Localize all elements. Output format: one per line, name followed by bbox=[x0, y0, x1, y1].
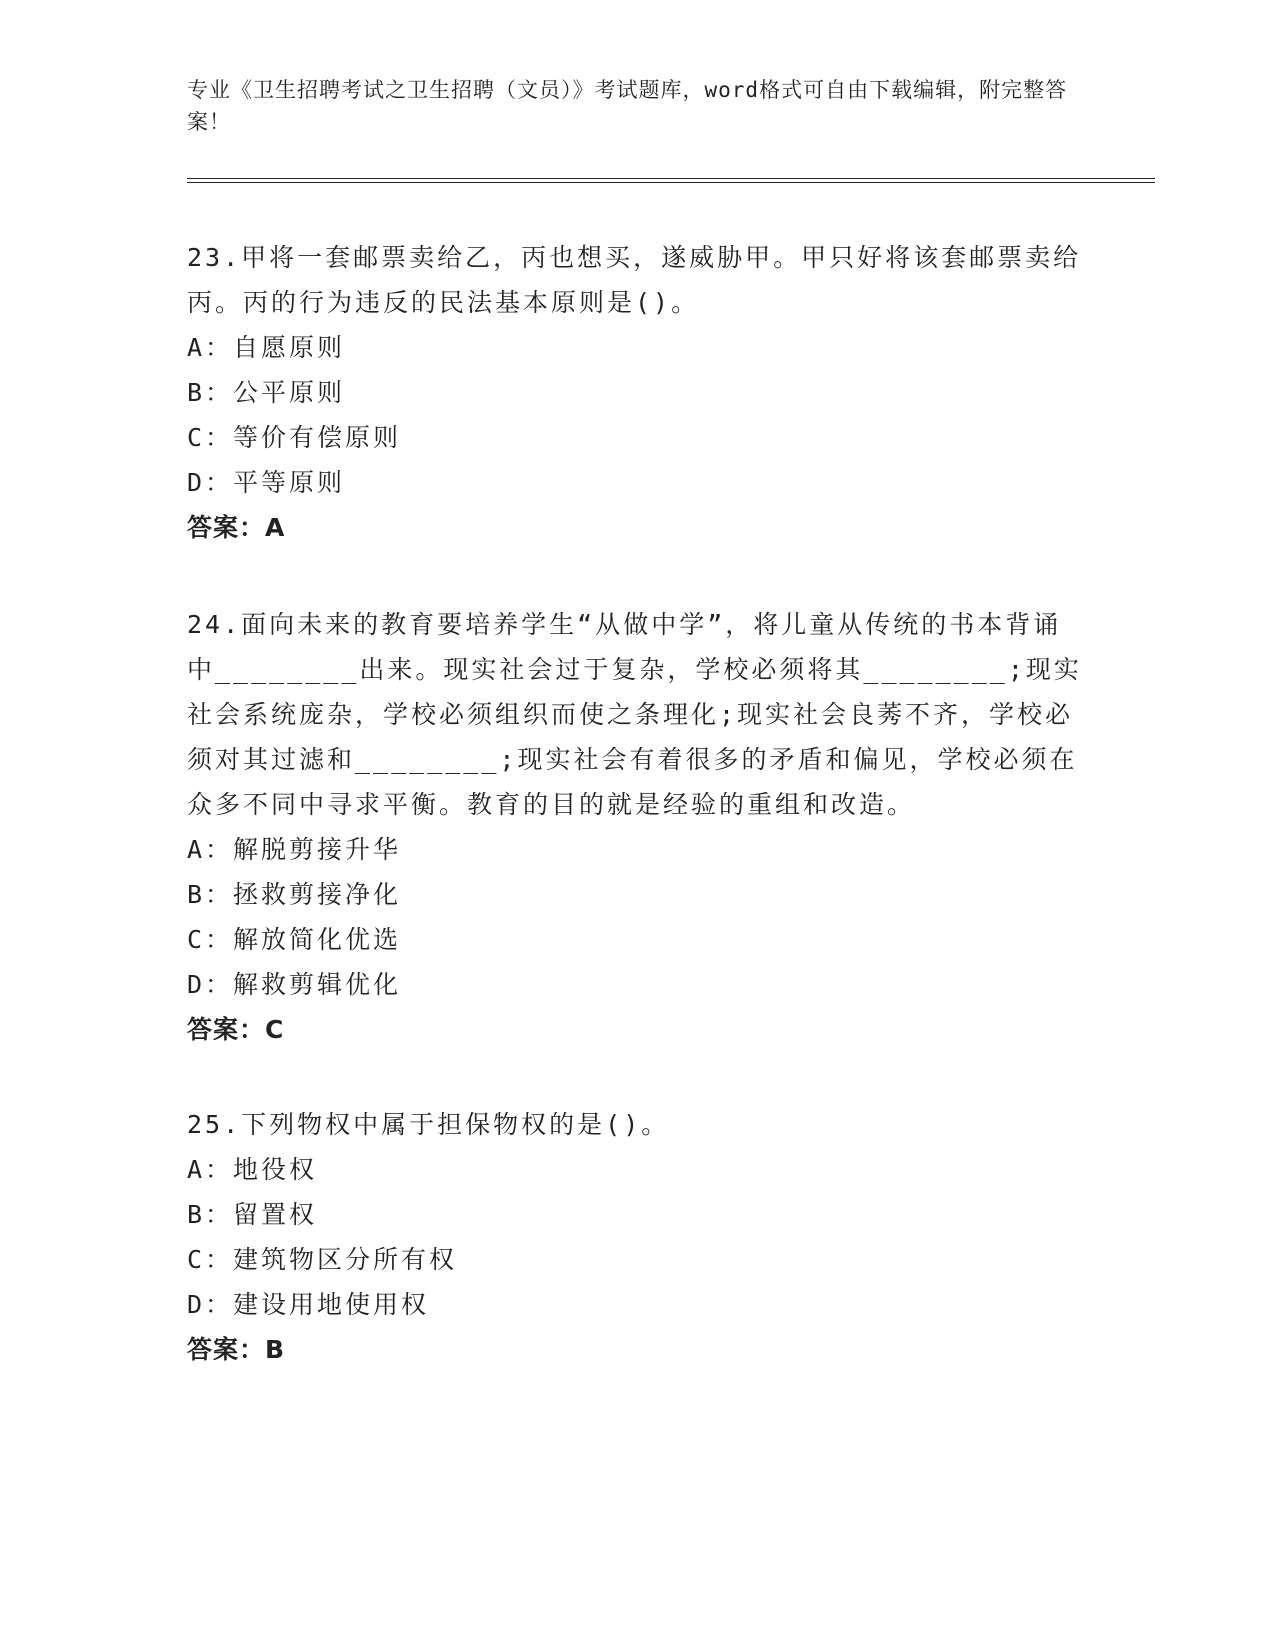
header-divider-bottom bbox=[187, 182, 1155, 183]
answer: 答案：B bbox=[187, 1335, 286, 1364]
option-b: B：公平原则 bbox=[187, 378, 346, 407]
answer: 答案：C bbox=[187, 1015, 285, 1044]
option-c: C：建筑物区分所有权 bbox=[187, 1245, 458, 1274]
option-d: D：平等原则 bbox=[187, 468, 346, 497]
option-d: D：解救剪辑优化 bbox=[187, 970, 402, 999]
question-stem: 25.下列物权中属于担保物权的是()。 bbox=[187, 1110, 670, 1139]
option-b: B：留置权 bbox=[187, 1200, 318, 1229]
option-a: A：自愿原则 bbox=[187, 333, 346, 362]
option-c: C：解放简化优选 bbox=[187, 925, 402, 954]
question-stem: 24.面向未来的教育要培养学生“从做中学”，将儿童从传统的书本背诵中________出来。现实社会过于复杂，学校必须将其________;现实社会系统庞杂，学校必须组织而使之条理化;现实社会良莠不齐，学校必须对其过滤和________;现实社会有着很多的矛盾和偏见，学校必须在众多不同中寻求平衡。教育的目的就是经验的重组和改造。 bbox=[187, 610, 1082, 819]
option-a: A：地役权 bbox=[187, 1155, 318, 1184]
option-d: D：建设用地使用权 bbox=[187, 1290, 430, 1319]
option-b: B：拯救剪接净化 bbox=[187, 880, 402, 909]
document-header: 专业《卫生招聘考试之卫生招聘（文员）》考试题库，word格式可自由下载编辑，附完整答案！ bbox=[187, 78, 1068, 134]
question-stem: 23.甲将一套邮票卖给乙，丙也想买，遂威胁甲。甲只好将该套邮票卖给丙。丙的行为违反的民法基本原则是()。 bbox=[187, 243, 1082, 317]
header-divider-top bbox=[187, 178, 1155, 179]
option-a: A：解脱剪接升华 bbox=[187, 835, 402, 864]
answer: 答案：A bbox=[187, 513, 286, 542]
question-25 bbox=[187, 1102, 1087, 1372]
question-23 bbox=[187, 235, 1087, 550]
question-24 bbox=[187, 602, 1087, 1052]
option-c: C：等价有偿原则 bbox=[187, 423, 402, 452]
